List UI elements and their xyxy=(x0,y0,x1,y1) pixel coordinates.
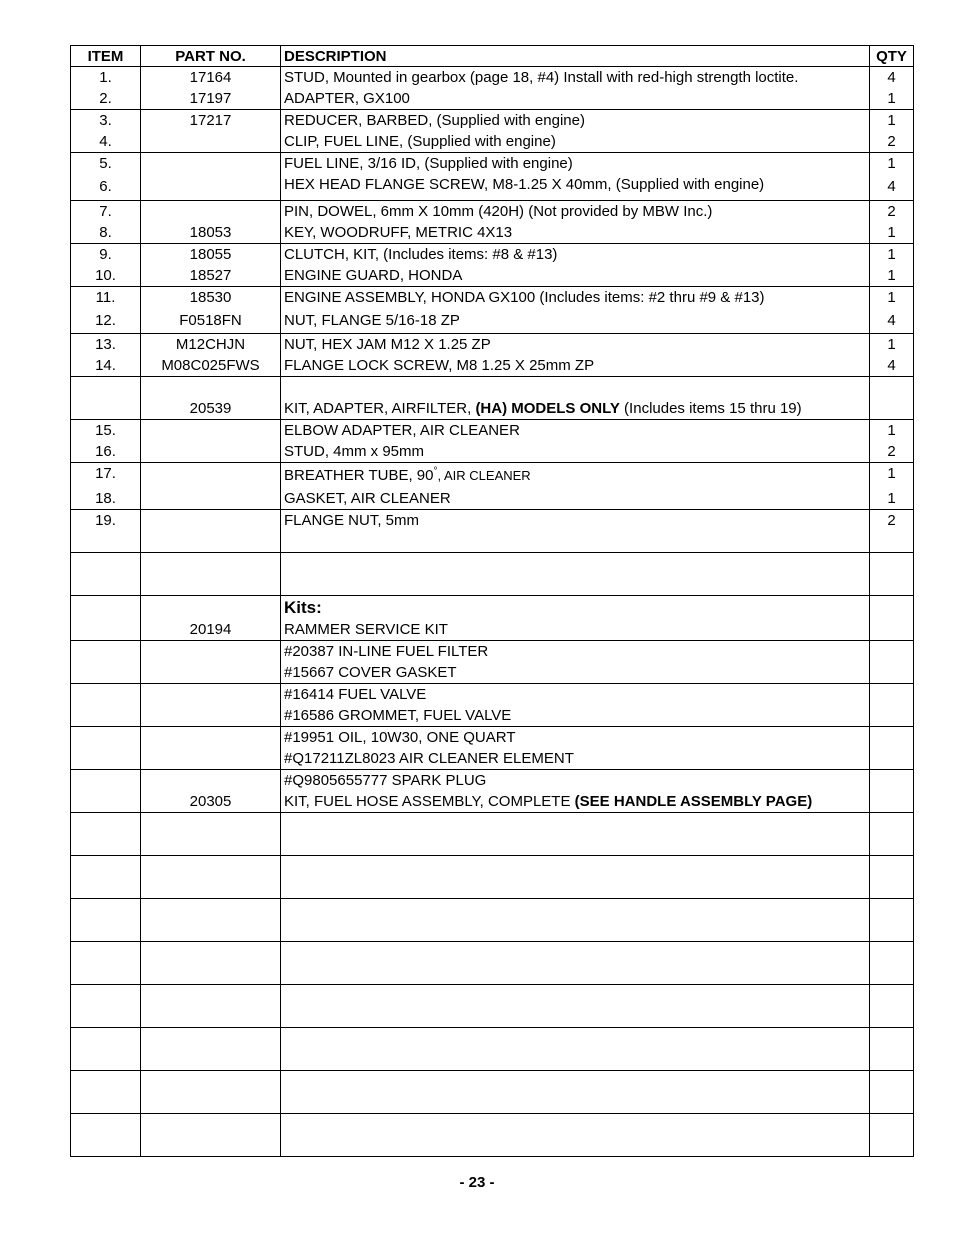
table-row xyxy=(71,398,914,420)
table-row xyxy=(71,153,914,175)
table-row xyxy=(71,1092,914,1114)
item-number: 19. xyxy=(71,510,141,532)
table-row xyxy=(71,441,914,463)
quantity: 1 xyxy=(870,222,914,244)
part-number: 18055 xyxy=(141,244,281,266)
table-row xyxy=(71,1135,914,1157)
header-qty: QTY xyxy=(870,46,914,67)
kit-content-item: #19951 OIL, 10W30, ONE QUART xyxy=(281,727,870,749)
table-row xyxy=(71,222,914,244)
item-number: 18. xyxy=(71,488,141,510)
description: ENGINE GUARD, HONDA xyxy=(281,265,870,287)
item-number: 6. xyxy=(71,174,141,201)
item-number: 8. xyxy=(71,222,141,244)
table-row xyxy=(71,510,914,532)
description: GASKET, AIR CLEANER xyxy=(281,488,870,510)
table-row xyxy=(71,942,914,964)
table-row xyxy=(71,553,914,575)
part-number: 20539 xyxy=(141,398,281,420)
table-row xyxy=(71,110,914,132)
description xyxy=(281,791,870,813)
table-row xyxy=(71,265,914,287)
table-row xyxy=(71,920,914,942)
table-row xyxy=(71,131,914,153)
table-row xyxy=(71,813,914,835)
table-row xyxy=(71,619,914,641)
table-row xyxy=(71,308,914,334)
part-number: 18530 xyxy=(141,287,281,309)
description: NUT, FLANGE 5/16-18 ZP xyxy=(281,308,870,334)
description-emphasis: (HA) MODELS ONLY xyxy=(475,400,620,417)
item-number: 15. xyxy=(71,420,141,442)
part-number xyxy=(141,174,281,201)
table-row xyxy=(71,963,914,985)
description xyxy=(281,463,870,489)
part-number xyxy=(141,510,281,532)
part-number xyxy=(141,153,281,175)
kit-content-item: #16414 FUEL VALVE xyxy=(281,684,870,706)
description: ADAPTER, GX100 xyxy=(281,88,870,110)
table-row xyxy=(71,727,914,749)
table-row xyxy=(71,67,914,89)
table-row xyxy=(71,488,914,510)
item-number: 12. xyxy=(71,308,141,334)
description xyxy=(281,398,870,420)
description: ELBOW ADAPTER, AIR CLEANER xyxy=(281,420,870,442)
table-row xyxy=(71,834,914,856)
quantity: 1 xyxy=(870,244,914,266)
table-row xyxy=(71,899,914,921)
item-number: 14. xyxy=(71,355,141,377)
description: FUEL LINE, 3/16 ID, (Supplied with engine) xyxy=(281,153,870,175)
kit-content-item: #16586 GROMMET, FUEL VALVE xyxy=(281,705,870,727)
parts-table xyxy=(70,45,914,1157)
part-number: F0518FN xyxy=(141,308,281,334)
part-number xyxy=(141,463,281,489)
quantity: 1 xyxy=(870,153,914,175)
part-number: 20305 xyxy=(141,791,281,813)
table-row xyxy=(71,985,914,1007)
table-row xyxy=(71,705,914,727)
quantity: 1 xyxy=(870,110,914,132)
description: ENGINE ASSEMBLY, HONDA GX100 (Includes items: #2 thru #9 & #13) xyxy=(281,287,870,309)
part-number xyxy=(141,441,281,463)
item-number: 13. xyxy=(71,334,141,356)
kit-content-item: #20387 IN-LINE FUEL FILTER xyxy=(281,641,870,663)
page-number: - 23 - xyxy=(459,1174,495,1191)
part-number: M08C025FWS xyxy=(141,355,281,377)
description: CLIP, FUEL LINE, (Supplied with engine) xyxy=(281,131,870,153)
quantity: 1 xyxy=(870,334,914,356)
item-number: 11. xyxy=(71,287,141,309)
description-text: KIT, ADAPTER, AIRFILTER, xyxy=(284,400,476,417)
part-number xyxy=(141,420,281,442)
table-row xyxy=(71,174,914,201)
quantity: 2 xyxy=(870,510,914,532)
kit-content-item: #Q9805655777 SPARK PLUG xyxy=(281,770,870,792)
quantity: 4 xyxy=(870,67,914,89)
part-number: 18053 xyxy=(141,222,281,244)
kit-content-item: #15667 COVER GASKET xyxy=(281,662,870,684)
degree-symbol: ° xyxy=(433,466,438,477)
description: RAMMER SERVICE KIT xyxy=(281,619,870,641)
table-row xyxy=(71,377,914,399)
item-number: 5. xyxy=(71,153,141,175)
table-row xyxy=(71,244,914,266)
description: STUD, Mounted in gearbox (page 18, #4) Install with red-high strength loctite. xyxy=(281,67,870,89)
header-row xyxy=(71,46,914,67)
table-row xyxy=(71,420,914,442)
quantity: 4 xyxy=(870,174,914,201)
table-row xyxy=(71,531,914,553)
quantity: 2 xyxy=(870,441,914,463)
description: NUT, HEX JAM M12 X 1.25 ZP xyxy=(281,334,870,356)
part-number: 17217 xyxy=(141,110,281,132)
quantity: 1 xyxy=(870,463,914,489)
description: FLANGE NUT, 5mm xyxy=(281,510,870,532)
table-row xyxy=(71,574,914,596)
quantity: 2 xyxy=(870,201,914,223)
item-number: 2. xyxy=(71,88,141,110)
table-row xyxy=(71,355,914,377)
description-text: KIT, FUEL HOSE ASSEMBLY, COMPLETE xyxy=(284,793,575,810)
table-row xyxy=(71,1028,914,1050)
table-row xyxy=(71,748,914,770)
part-number: 18527 xyxy=(141,265,281,287)
description: REDUCER, BARBED, (Supplied with engine) xyxy=(281,110,870,132)
quantity: 1 xyxy=(870,287,914,309)
part-number: M12CHJN xyxy=(141,334,281,356)
description-text: (Includes items 15 thru 19) xyxy=(619,400,802,417)
header-description: DESCRIPTION xyxy=(281,46,870,67)
description: CLUTCH, KIT, (Includes items: #8 & #13) xyxy=(281,244,870,266)
table-row xyxy=(71,1049,914,1071)
item-number: 1. xyxy=(71,67,141,89)
table-row xyxy=(71,88,914,110)
item-number: 7. xyxy=(71,201,141,223)
description-small-text: , AIR CLEANER xyxy=(437,468,531,483)
table-row xyxy=(71,770,914,792)
item-number: 16. xyxy=(71,441,141,463)
table-row xyxy=(71,641,914,663)
part-number: 17197 xyxy=(141,88,281,110)
description-emphasis: (SEE HANDLE ASSEMBLY PAGE) xyxy=(574,793,813,810)
item-number: 10. xyxy=(71,265,141,287)
header-part-no: PART NO. xyxy=(141,46,281,67)
quantity: 4 xyxy=(870,308,914,334)
part-number: 17164 xyxy=(141,67,281,89)
table-row xyxy=(71,334,914,356)
quantity: 4 xyxy=(870,355,914,377)
part-number: 20194 xyxy=(141,619,281,641)
part-number xyxy=(141,131,281,153)
header-item: ITEM xyxy=(71,46,141,67)
table-row xyxy=(71,1114,914,1136)
table-row xyxy=(71,201,914,223)
kits-heading: Kits: xyxy=(281,596,870,620)
description: HEX HEAD FLANGE SCREW, M8-1.25 X 40mm, (Supplied with engine) xyxy=(281,174,870,201)
item-number: 17. xyxy=(71,463,141,489)
item-number: 9. xyxy=(71,244,141,266)
part-number xyxy=(141,488,281,510)
table-row xyxy=(71,684,914,706)
description: FLANGE LOCK SCREW, M8 1.25 X 25mm ZP xyxy=(281,355,870,377)
description: STUD, 4mm x 95mm xyxy=(281,441,870,463)
quantity: 1 xyxy=(870,88,914,110)
table-row xyxy=(71,856,914,878)
table-row xyxy=(71,662,914,684)
kit-content-item: #Q17211ZL8023 AIR CLEANER ELEMENT xyxy=(281,748,870,770)
quantity: 1 xyxy=(870,265,914,287)
table-row xyxy=(71,596,914,620)
table-row xyxy=(71,877,914,899)
item-number: 4. xyxy=(71,131,141,153)
table-row xyxy=(71,463,914,489)
quantity: 2 xyxy=(870,131,914,153)
table-row xyxy=(71,1006,914,1028)
description: KEY, WOODRUFF, METRIC 4X13 xyxy=(281,222,870,244)
table-row xyxy=(71,791,914,813)
description: PIN, DOWEL, 6mm X 10mm (420H) (Not provided by MBW Inc.) xyxy=(281,201,870,223)
quantity: 1 xyxy=(870,420,914,442)
description-text: BREATHER TUBE, 90 xyxy=(284,467,434,484)
table-row xyxy=(71,287,914,309)
quantity: 1 xyxy=(870,488,914,510)
part-number xyxy=(141,201,281,223)
table-row xyxy=(71,1071,914,1093)
item-number: 3. xyxy=(71,110,141,132)
